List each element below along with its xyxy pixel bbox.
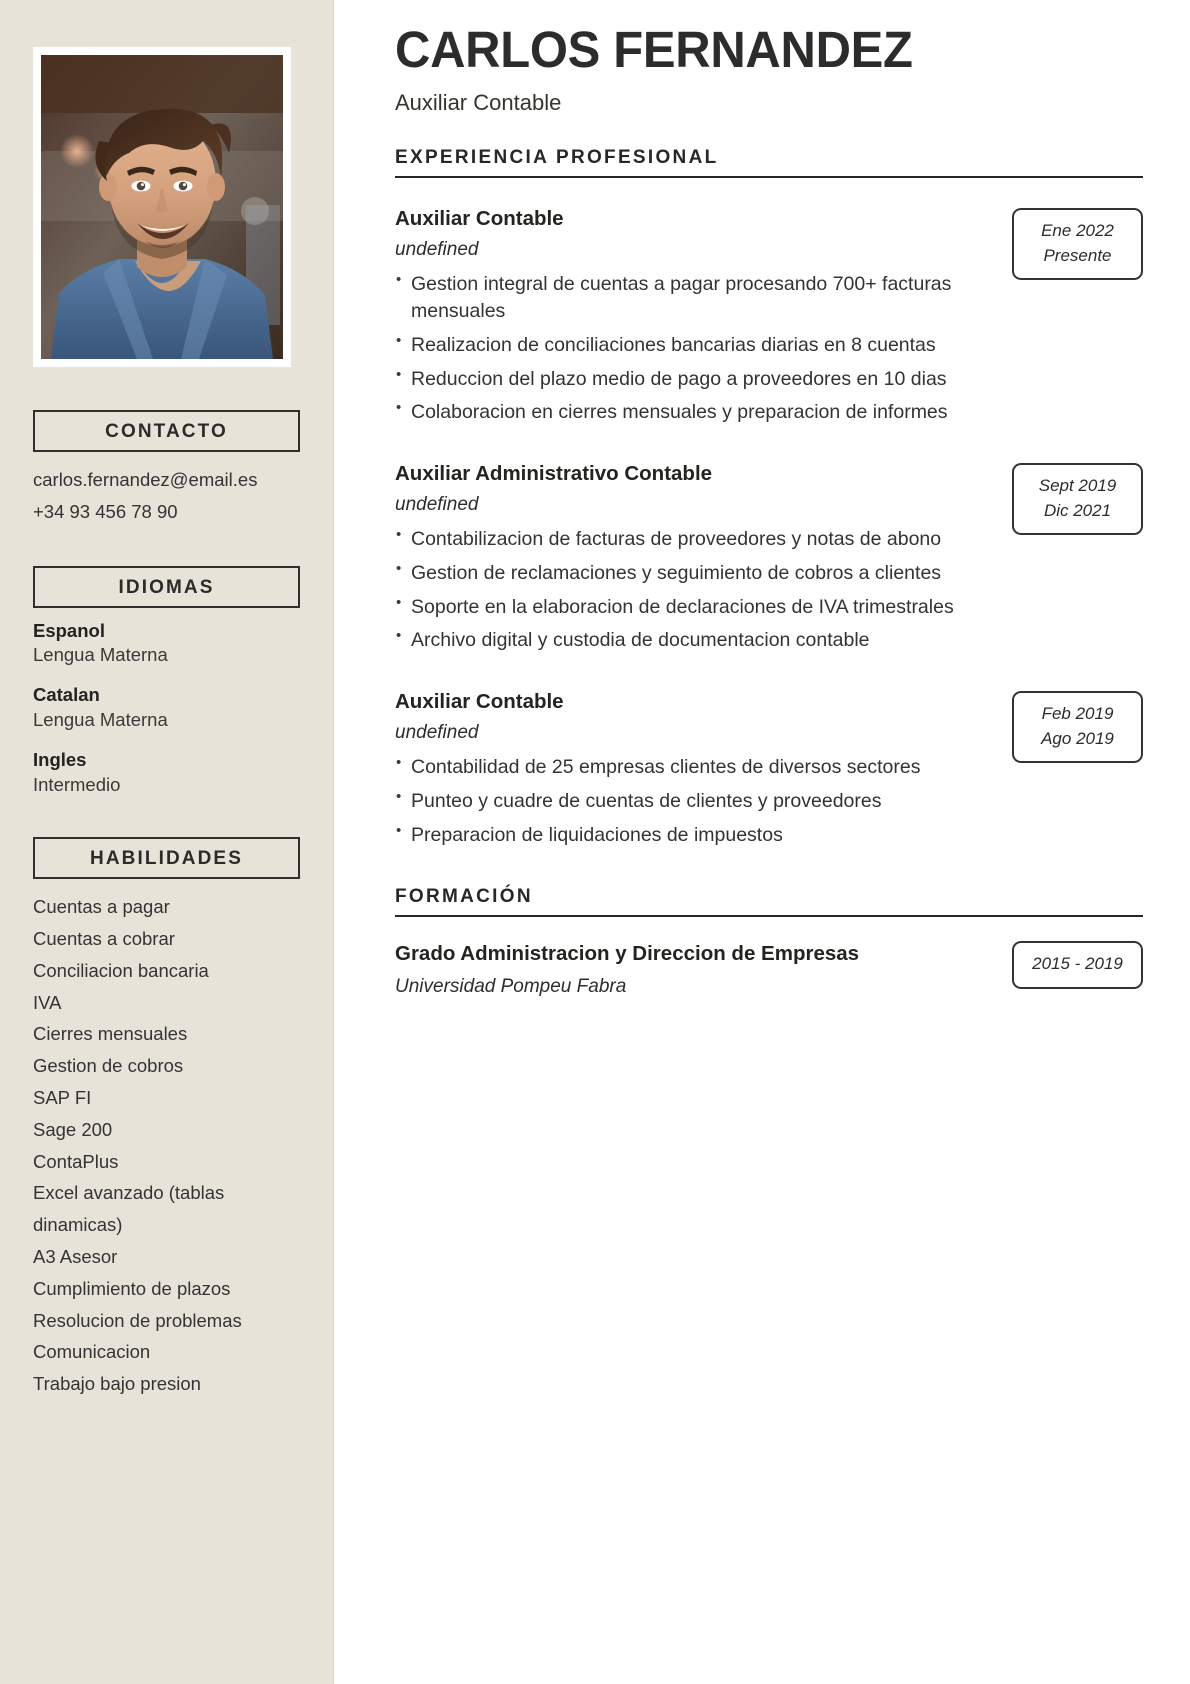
experience-company: undefined (395, 494, 479, 515)
education-degree: Grado Administracion y Direccion de Empresas (395, 942, 860, 966)
experience-date-badge (1012, 691, 1143, 762)
language-item (33, 748, 300, 797)
experience-title: Auxiliar Contable (395, 690, 564, 714)
language-level: Intermedio (33, 773, 121, 795)
date-end: Dic 2021 (1043, 500, 1112, 520)
experience-date-badge (1012, 463, 1143, 534)
experience-bullet: • Contabilizacion de facturas de proveedores y notas de abono (395, 526, 996, 553)
skills-list (33, 891, 300, 1440)
experience-title: Auxiliar Contable (395, 207, 564, 231)
main-content (334, 0, 1190, 1684)
language-name: Espanol (33, 619, 105, 641)
avatar-frame (33, 47, 291, 367)
experience-bullet: • Reduccion del plazo medio de pago a proveedores en 10 dias (395, 366, 996, 393)
experience-bullets (395, 271, 996, 427)
education-dates: 2015 - 2019 (1032, 954, 1123, 974)
language-item (33, 683, 300, 732)
education-date-badge (1012, 941, 1143, 988)
job-title: Auxiliar Contable (395, 90, 562, 116)
contact-email[interactable]: carlos.fernandez@email.es (33, 469, 258, 490)
experience-entry (395, 461, 1143, 661)
sidebar (0, 0, 334, 1684)
skill-item: Sage 200 (33, 1118, 113, 1140)
date-start: Sept 2019 (1038, 476, 1117, 496)
education-section-title: FORMACIÓN (395, 887, 1143, 917)
experience-bullet: • Soporte en la elaboracion de declaraciones de IVA trimestrales (395, 594, 996, 621)
skill-item: Gestion de cobros (33, 1055, 184, 1077)
skill-item: Cuentas a cobrar (33, 927, 175, 949)
experience-entry (395, 206, 1143, 433)
skill-item: Trabajo bajo presion (33, 1373, 201, 1395)
skill-item: A3 Asesor (33, 1246, 118, 1267)
experience-bullet: • Gestion de reclamaciones y seguimiento de cobros a clientes (395, 560, 996, 587)
date-start: Feb 2019 (1041, 704, 1114, 724)
experience-section-title: EXPERIENCIA PROFESIONAL (395, 148, 1143, 178)
contact-phone[interactable]: +34 93 456 78 90 (33, 500, 178, 522)
avatar (41, 55, 283, 359)
skill-item: Conciliacion bancaria (33, 959, 209, 981)
date-start: Ene 2022 (1041, 221, 1114, 241)
experience-title: Auxiliar Administrativo Contable (395, 462, 713, 486)
date-end: Ago 2019 (1041, 728, 1114, 748)
experience-bullet: • Archivo digital y custodia de documentacion contable (395, 627, 996, 654)
skill-item: Cierres mensuales (33, 1023, 188, 1045)
contact-list (33, 464, 300, 528)
experience-bullet: • Preparacion de liquidaciones de impuestos (395, 822, 996, 849)
skill-item: Comunicacion (33, 1341, 151, 1363)
language-name: Catalan (33, 684, 100, 706)
experience-date-badge (1012, 208, 1143, 279)
education-entry-body (395, 941, 1012, 998)
languages-section-heading: IDIOMAS (33, 566, 300, 608)
date-end: Presente (1043, 245, 1112, 265)
skill-item: Cuentas a pagar (33, 896, 170, 918)
experience-entry-body (395, 461, 1012, 661)
skill-item: IVA (33, 991, 62, 1013)
skill-item: ContaPlus (33, 1150, 119, 1172)
experience-entry-body (395, 689, 1012, 855)
education-entry (395, 941, 1143, 998)
contact-section-heading: CONTACTO (33, 410, 300, 452)
experience-bullets (395, 526, 996, 655)
language-level: Lengua Materna (33, 708, 168, 730)
skill-item: Excel avanzado (tablas dinamicas) (33, 1182, 225, 1236)
experience-entry (395, 689, 1143, 855)
language-item (33, 619, 300, 668)
experience-company: undefined (395, 722, 479, 743)
experience-bullets (395, 754, 996, 849)
skill-item: SAP FI (33, 1086, 92, 1108)
experience-bullet: • Contabilidad de 25 empresas clientes de diversos sectores (395, 754, 996, 781)
language-name: Ingles (33, 749, 87, 771)
language-level: Lengua Materna (33, 644, 168, 666)
experience-entry-body (395, 206, 1012, 433)
skill-item: Resolucion de problemas (33, 1309, 242, 1331)
experience-bullet: • Realizacion de conciliaciones bancarias diarias en 8 cuentas (395, 332, 996, 359)
experience-bullet: • Punteo y cuadre de cuentas de clientes y proveedores (395, 788, 996, 815)
experience-company: undefined (395, 239, 479, 261)
experience-bullet: • Gestion integral de cuentas a pagar procesando 700+ facturas mensuales (395, 271, 996, 325)
languages-list (33, 619, 300, 797)
profile-photo-illustration (41, 55, 283, 359)
education-institution: Universidad Pompeu Fabra (395, 976, 627, 998)
skill-item: Cumplimiento de plazos (33, 1277, 231, 1299)
skills-section-heading: HABILIDADES (33, 837, 300, 879)
experience-bullet: • Colaboracion en cierres mensuales y preparacion de informes (395, 399, 996, 426)
page-title: CARLOS FERNANDEZ (395, 21, 913, 78)
